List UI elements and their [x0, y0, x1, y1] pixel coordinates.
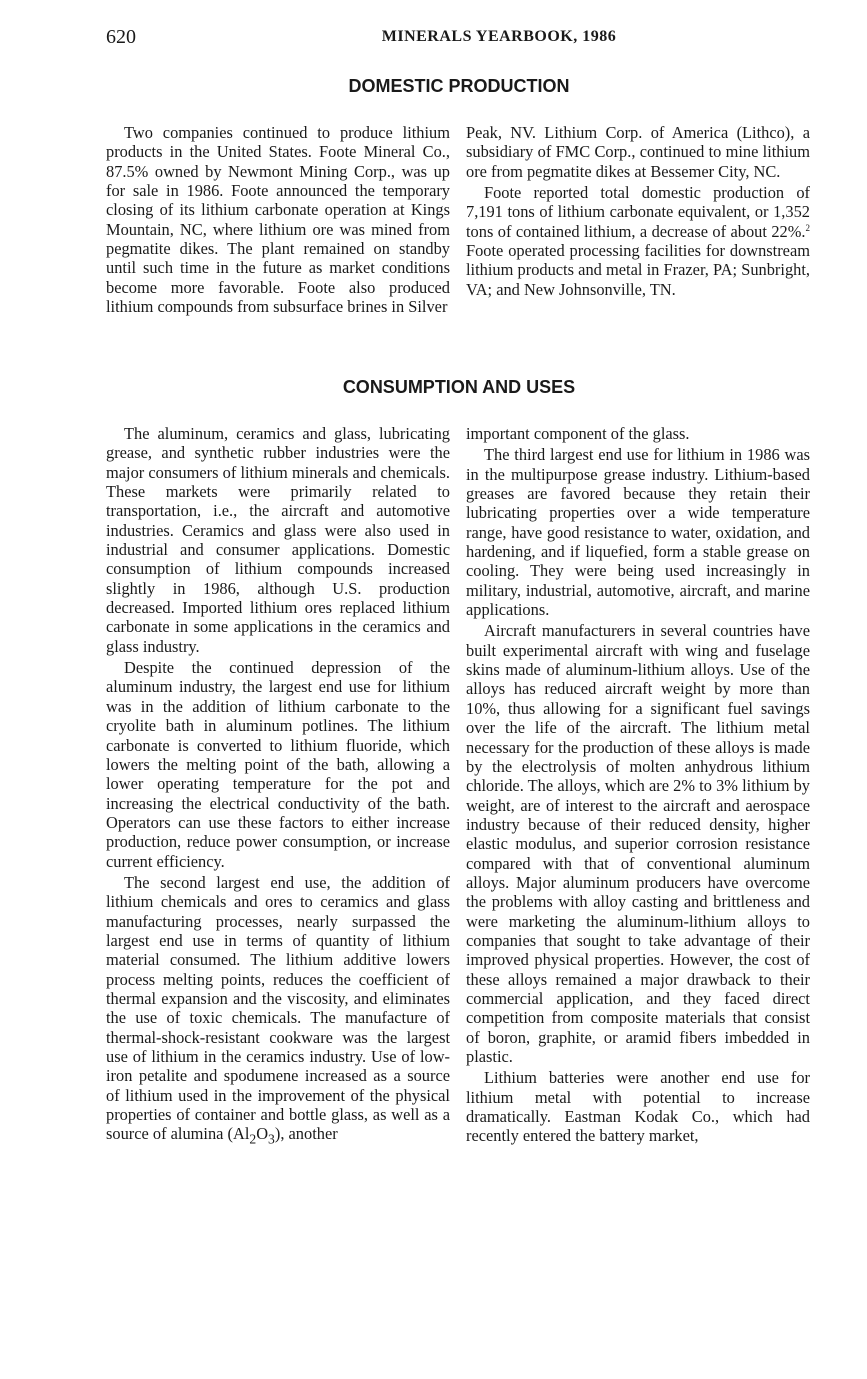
consumption-left-column: [106, 424, 450, 1151]
paragraph: Peak, NV. Lithium Corp. of America (Lithco), a subsidiary of FMC Corp., continued to mine lithium ore from pegmatite dikes at Bessemer City, NC.: [466, 123, 810, 181]
page-number: 620: [106, 26, 136, 48]
paragraph: The third largest end use for lithium in 1986 was in the multipurpose grease industry. Lithium-based greases are favored because they retain their lubricating properties over a wide temperature range, have good resistance to water, oxidation, and hardening, and if liquefied, form a stable grease on cooling. They were being used increasingly in military, industrial, automotive, aircraft, and marine applications.: [466, 445, 810, 620]
text-run: The second largest end use, the addition of lithium chemicals and ores to ceramics and glass manufacturing processes, nearly surpassed the largest end use in terms of quantity of lithium material consumed. The lithium additive lowers process melting points, reduces the coefficient of thermal expansion and the viscosity, and eliminates the use of toxic chemicals. The manufacture of thermal-shock-resistant cookware was the largest use of lithium in the ceramics industry. Use of low-iron petalite and spodumene increased as a source of lithium used in the improvement of the physical properties of container and bottle glass, as well as a source of alumina (Al: [106, 872, 450, 1144]
subscript: 2: [249, 1131, 257, 1147]
domestic-right-column: [466, 123, 810, 301]
paragraph: Aircraft manufacturers in several countries have built experimental aircraft with wing and fuselage skins made of aluminum-lithium alloys. Use of the alloys has reduced aircraft weight by more than 10%, thus allowing for a significant fuel savings over the life of the aircraft. The lithium metal necessary for the production of these alloys is made by the electrolysis of molten anhydrous lithium chloride. The alloys, which are 2% to 3% lithium by weight, are of interest to the aircraft and aerospace industry because of their reduced density, higher elastic modulus, and superior corrosion resistance compared with that of conventional aluminum alloys. Major aluminum producers have overcome the problems with alloy casting and brittleness and were marketing the aluminum-lithium alloys to companies that sought to take advantage of their improved physical properties. However, the cost of these alloys remained a major drawback to their commercial application, and they faced direct competition from composite materials that consist of boron, graphite, or aramid fibers imbedded in plastic.: [466, 621, 810, 1066]
domestic-production-heading: DOMESTIC PRODUCTION: [348, 76, 570, 96]
subscript: 3: [268, 1131, 275, 1147]
domestic-left-column: [106, 123, 450, 318]
consumption-right-column: [466, 424, 810, 1148]
running-title: MINERALS YEARBOOK, 1986: [381, 28, 617, 45]
paragraph: The aluminum, ceramics and glass, lubricating grease, and synthetic rubber industries were the major consumers of lithium minerals and chemicals. These markets were primarily related to transportation, i.e., the aircraft and automotive industries. Ceramics and glass were also used in industrial and consumer applications. Domestic consumption of lithium compounds increased slightly in 1986, although U.S. production decreased. Imported lithium ores replaced lithium carbonate in some applications in the ceramics and glass industry.: [106, 424, 450, 656]
paragraph: Two companies continued to produce lithium products in the United States. Foote Mineral Co., 87.5% owned by Newmont Mining Corp., was up for sale in 1986. Foote announced the temporary closing of its lithium carbonate operation at Kings Mountain, NC, where lithium ore was mined from pegmatite dikes. The plant remained on standby until such time in the future as market conditions become more favorable. Foote also produced lithium compounds from subsurface brines in Silver: [106, 123, 450, 317]
text-run: O: [256, 1124, 269, 1144]
footnote-marker: 2: [805, 222, 810, 233]
ceramics-glass-paragraph: [106, 873, 450, 1149]
text-run: Foote reported total domestic production of 7,191 tons of lithium carbonate equivalent, or 1,352 tons of contained lithium, a decrease of about 22%.: [466, 183, 810, 241]
text-run: Foote operated processing facilities for downstream lithium products and metal in Frazer, PA; Sunbright, VA; and New Johnsonville, TN.: [466, 241, 810, 299]
paragraph: Despite the continued depression of the aluminum industry, the largest end use for lithium was in the addition of lithium carbonate to the cryolite bath in aluminum potlines. The lithium carbonate is converted to lithium fluoride, which lowers the melting point of the bath, allowing a lower operating temperature for the pot and increasing the electrical conductivity of the bath. Operators can use these factors to either increase production, reduce power consumption, or increase current efficiency.: [106, 658, 450, 871]
foote-production-paragraph: [466, 183, 810, 299]
consumption-uses-heading: CONSUMPTION AND USES: [342, 377, 576, 397]
paragraph: Lithium batteries were another end use for lithium metal with potential to increase dramatically. Eastman Kodak Co., which had recently entered the battery market,: [466, 1068, 810, 1146]
paragraph: important component of the glass.: [466, 424, 690, 443]
text-run: ), another: [274, 1124, 338, 1144]
page-header: [106, 26, 812, 56]
